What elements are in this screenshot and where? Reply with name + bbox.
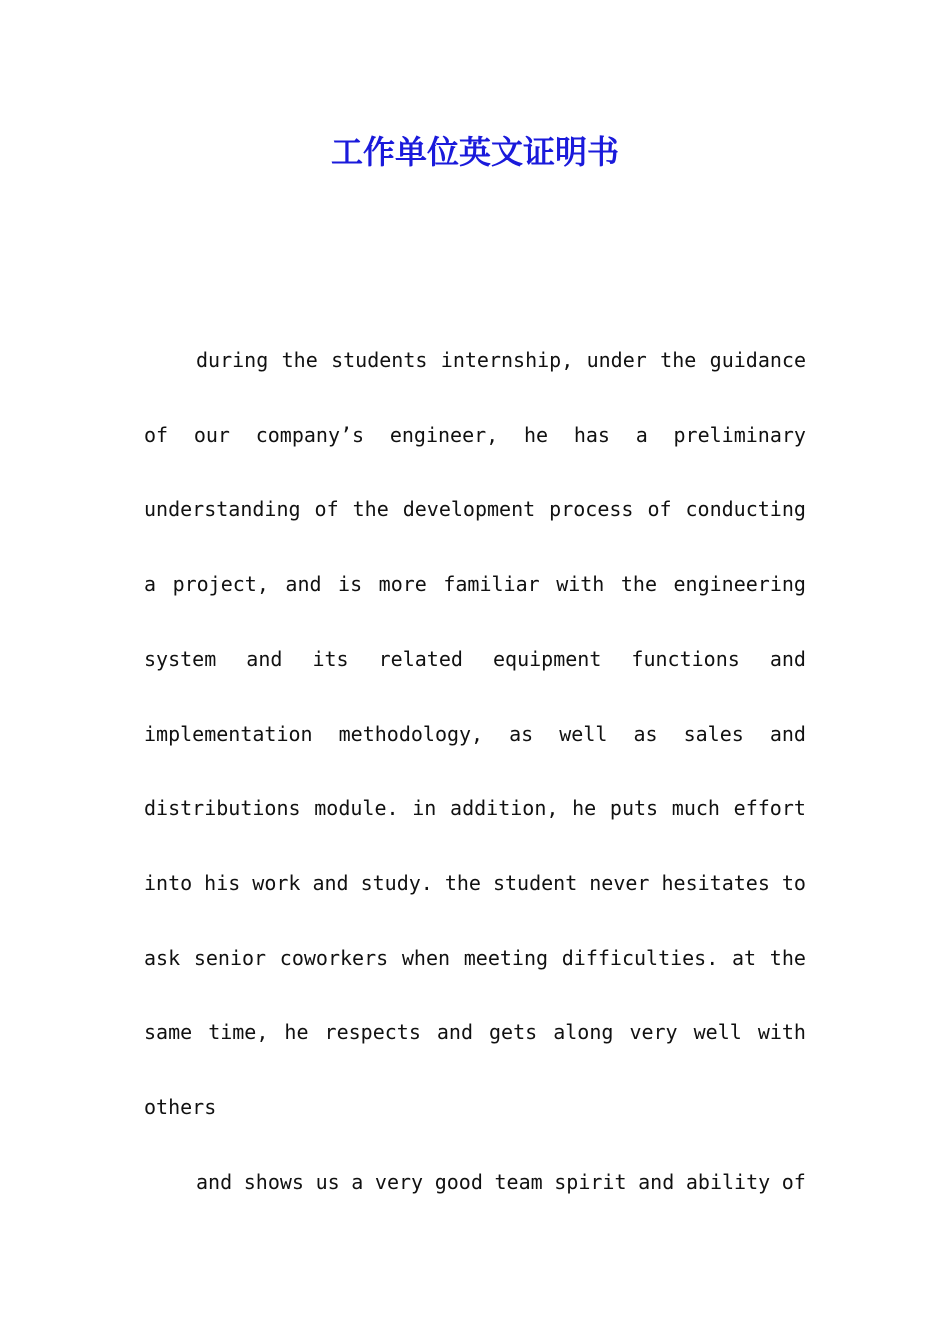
body-line: understanding of the development process of conducting <box>144 497 806 522</box>
body-line: and shows us a very good team spirit and ability of <box>196 1169 806 1194</box>
body-line: of our company’s engineer, he has a preliminary <box>144 422 806 447</box>
body-line: others <box>144 1095 217 1119</box>
body-line: a project, and is more familiar with the engineering <box>144 572 806 597</box>
body-line: implementation methodology, as well as sales and <box>144 721 806 746</box>
body-line: same time, he respects and gets along very well with <box>144 1020 806 1045</box>
body-line: into his work and study. the student never hesitates to <box>144 870 806 895</box>
body-line: system and its related equipment functions and <box>144 646 806 671</box>
body-line: during the students internship, under the guidance <box>196 348 806 372</box>
body-line: distributions module. in addition, he puts much effort <box>144 796 806 821</box>
document-title: 工作单位英文证明书 <box>330 133 619 171</box>
body-line: ask senior coworkers when meeting difficulties. at the <box>144 945 806 970</box>
